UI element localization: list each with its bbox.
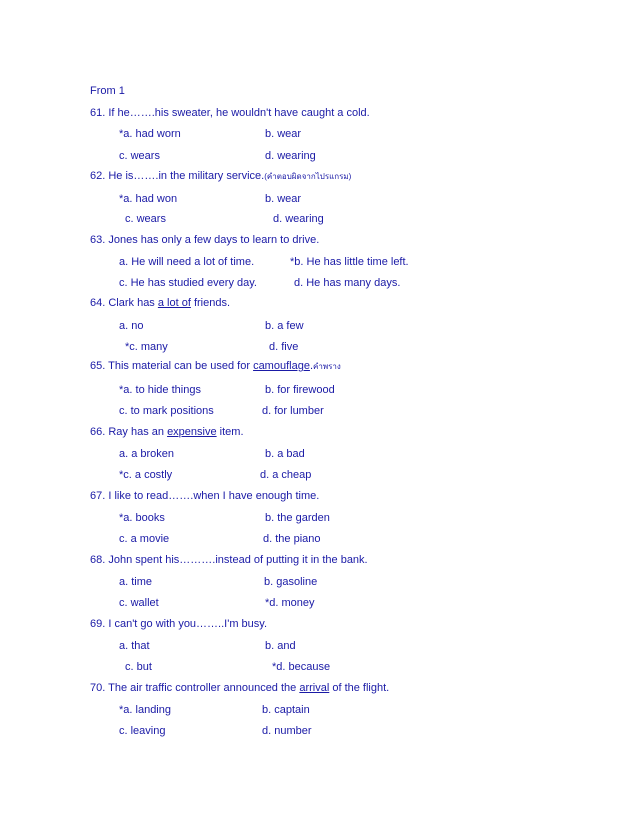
q62-option-d: d. wearing	[273, 213, 324, 225]
q70-option-a: *a. landing	[119, 704, 171, 716]
q69-option-d: *d. because	[272, 661, 331, 673]
q65-option-a: *a. to hide things	[119, 384, 201, 396]
question-70	[90, 682, 389, 694]
q65-option-d: d. for lumber	[262, 405, 324, 417]
q61-option-b: b. wear	[265, 128, 302, 140]
question-70-prefix: 70. The air traffic controller announced the	[90, 682, 300, 694]
question-65-suffix: .	[309, 360, 313, 372]
question-62-text: 62. He is…….in the military service.	[90, 170, 265, 182]
q63-option-a: a. He will need a lot of time.	[119, 256, 255, 268]
question-68: 68. John spent his……….instead of putting it in the bank.	[90, 554, 368, 566]
q66-option-d: d. a cheap	[260, 469, 312, 481]
q67-option-b: b. the garden	[265, 512, 330, 524]
q69-option-b: b. and	[265, 640, 296, 652]
q61-option-c: c. wears	[119, 150, 160, 162]
q70-option-b: b. captain	[262, 704, 310, 716]
question-62	[90, 170, 351, 183]
q68-option-a: a. time	[119, 576, 153, 588]
q64-option-d: d. five	[269, 341, 299, 353]
q65-option-b: b. for firewood	[265, 384, 335, 396]
q66-option-a: a. a broken	[119, 448, 175, 460]
q67-option-a: *a. books	[119, 512, 165, 524]
q62-option-c: c. wears	[125, 213, 166, 225]
question-64-underlined: a lot of	[157, 297, 191, 309]
question-66	[90, 426, 244, 438]
question-65	[90, 360, 341, 373]
question-70-suffix: of the flight.	[329, 682, 390, 694]
q64-option-c: *c. many	[125, 341, 168, 353]
q67-option-c: c. a movie	[119, 533, 170, 545]
q68-option-d: *d. money	[265, 597, 315, 609]
q63-option-c: c. He has studied every day.	[119, 277, 257, 289]
q70-option-d: d. number	[262, 725, 312, 737]
q65-option-c: c. to mark positions	[119, 405, 214, 417]
question-66-prefix: 66. Ray has an	[90, 426, 168, 438]
q62-option-b: b. wear	[265, 193, 302, 205]
question-67: 67. I like to read…….when I have enough time.	[90, 490, 320, 502]
question-65-note: คำพราง	[313, 362, 341, 371]
q63-option-d: d. He has many days.	[294, 277, 401, 289]
question-65-underlined: camouflage	[253, 360, 310, 372]
q62-option-a: *a. had won	[119, 193, 178, 205]
q66-option-c: *c. a costly	[119, 469, 173, 481]
question-62-note: (คำตอบผิดจากไปรแกรม)	[264, 172, 352, 181]
q69-option-c: c. but	[125, 661, 152, 673]
q66-option-b: b. a bad	[265, 448, 305, 460]
question-64	[90, 297, 230, 309]
question-65-prefix: 65. This material can be used for	[90, 360, 254, 372]
question-64-prefix: 64. Clark has	[90, 297, 158, 309]
question-66-suffix: item.	[216, 426, 244, 438]
q68-option-b: b. gasoline	[264, 576, 318, 588]
q63-option-b: *b. He has little time left.	[290, 256, 409, 268]
question-69: 69. I can't go with you……..I'm busy.	[90, 618, 268, 630]
q64-option-a: a. no	[119, 320, 144, 332]
q61-option-d: d. wearing	[265, 150, 316, 162]
question-61: 61. If he…….his sweater, he wouldn't have caught a cold.	[90, 107, 370, 119]
q64-option-b: b. a few	[265, 320, 304, 332]
q70-option-c: c. leaving	[119, 725, 166, 737]
q67-option-d: d. the piano	[263, 533, 321, 545]
q69-option-a: a. that	[119, 640, 150, 652]
q61-option-a: *a. had worn	[119, 128, 181, 140]
question-63: 63. Jones has only a few days to learn to drive.	[90, 234, 320, 246]
question-66-underlined: expensive	[167, 426, 217, 438]
question-70-underlined: arrival	[299, 682, 330, 694]
q68-option-c: c. wallet	[119, 597, 159, 609]
question-64-suffix: friends.	[190, 297, 231, 309]
page-header: From 1	[90, 85, 125, 97]
